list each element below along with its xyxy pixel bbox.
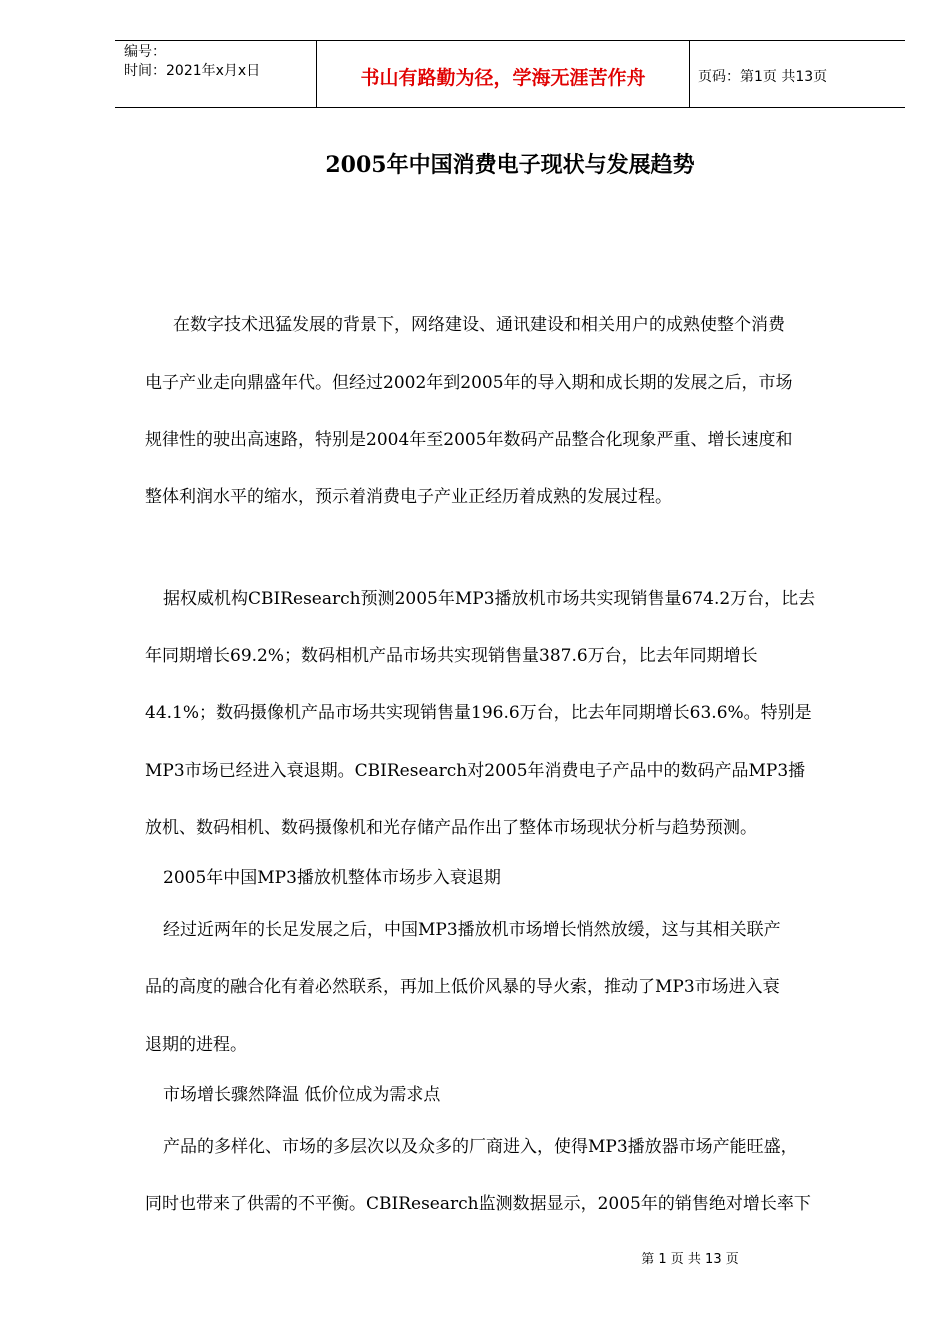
text-line: 44.1%；数码摄像机产品市场共实现销售量196.6万台，比去年同期增长63.6%。特别是 xyxy=(145,703,812,723)
text-line: 经过近两年的长足发展之后，中国MP3播放机市场增长悄然放缓，这与其相关联产 xyxy=(163,920,781,940)
document-title: 2005年中国消费电子现状与发展趋势 xyxy=(325,152,695,178)
text-line: 整体利润水平的缩水，预示着消费电子产业正经历着成熟的发展过程。 xyxy=(145,487,672,507)
text-line: 品的高度的融合化有着必然联系，再加上低价风暴的导火索，推动了MP3市场进入衰 xyxy=(145,977,780,997)
header-table xyxy=(115,40,905,108)
text-line: 据权威机构CBIResearch预测2005年MP3播放机市场共实现销售量674.2万台，比去 xyxy=(163,589,816,609)
text-line: 产品的多样化、市场的多层次以及众多的厂商进入，使得MP3播放器市场产能旺盛， xyxy=(163,1137,798,1157)
document-number: 编号： xyxy=(124,44,166,60)
text-line: 退期的进程。 xyxy=(145,1035,247,1055)
text-line: 年同期增长69.2%；数码相机产品市场共实现销售量387.6万台，比去年同期增长 xyxy=(145,646,758,666)
header-page-cell xyxy=(690,41,905,107)
section-heading: 2005年中国MP3播放机整体市场步入衰退期 xyxy=(163,868,501,888)
header-page-number: 页码：第1页 共13页 xyxy=(698,69,828,85)
text-line: MP3市场已经进入衰退期。CBIResearch对2005年消费电子产品中的数码产品MP3播 xyxy=(145,761,806,781)
page-footer: 第 1 页 共 13 页 xyxy=(641,1252,739,1267)
text-line: 在数字技术迅猛发展的背景下，网络建设、通讯建设和相关用户的成熟使整个消费 xyxy=(173,315,785,335)
document-date: 时间：2021年x月x日 xyxy=(124,63,261,79)
text-line: 规律性的驶出高速路，特别是2004年至2005年数码产品整合化现象严重、增长速度和 xyxy=(145,430,793,450)
text-line: 电子产业走向鼎盛年代。但经过2002年到2005年的导入期和成长期的发展之后，市场 xyxy=(145,373,793,393)
motto: 书山有路勤为径，学海无涯苦作舟 xyxy=(360,67,646,89)
text-line: 放机、数码相机、数码摄像机和光存储产品作出了整体市场现状分析与趋势预测。 xyxy=(145,818,757,838)
section-heading: 市场增长骤然降温 低价位成为需求点 xyxy=(163,1085,441,1105)
text-line: 同时也带来了供需的不平衡。CBIResearch监测数据显示，2005年的销售绝对增长率下 xyxy=(145,1194,811,1214)
header-info-cell xyxy=(115,41,316,107)
header-motto-cell xyxy=(316,41,690,107)
